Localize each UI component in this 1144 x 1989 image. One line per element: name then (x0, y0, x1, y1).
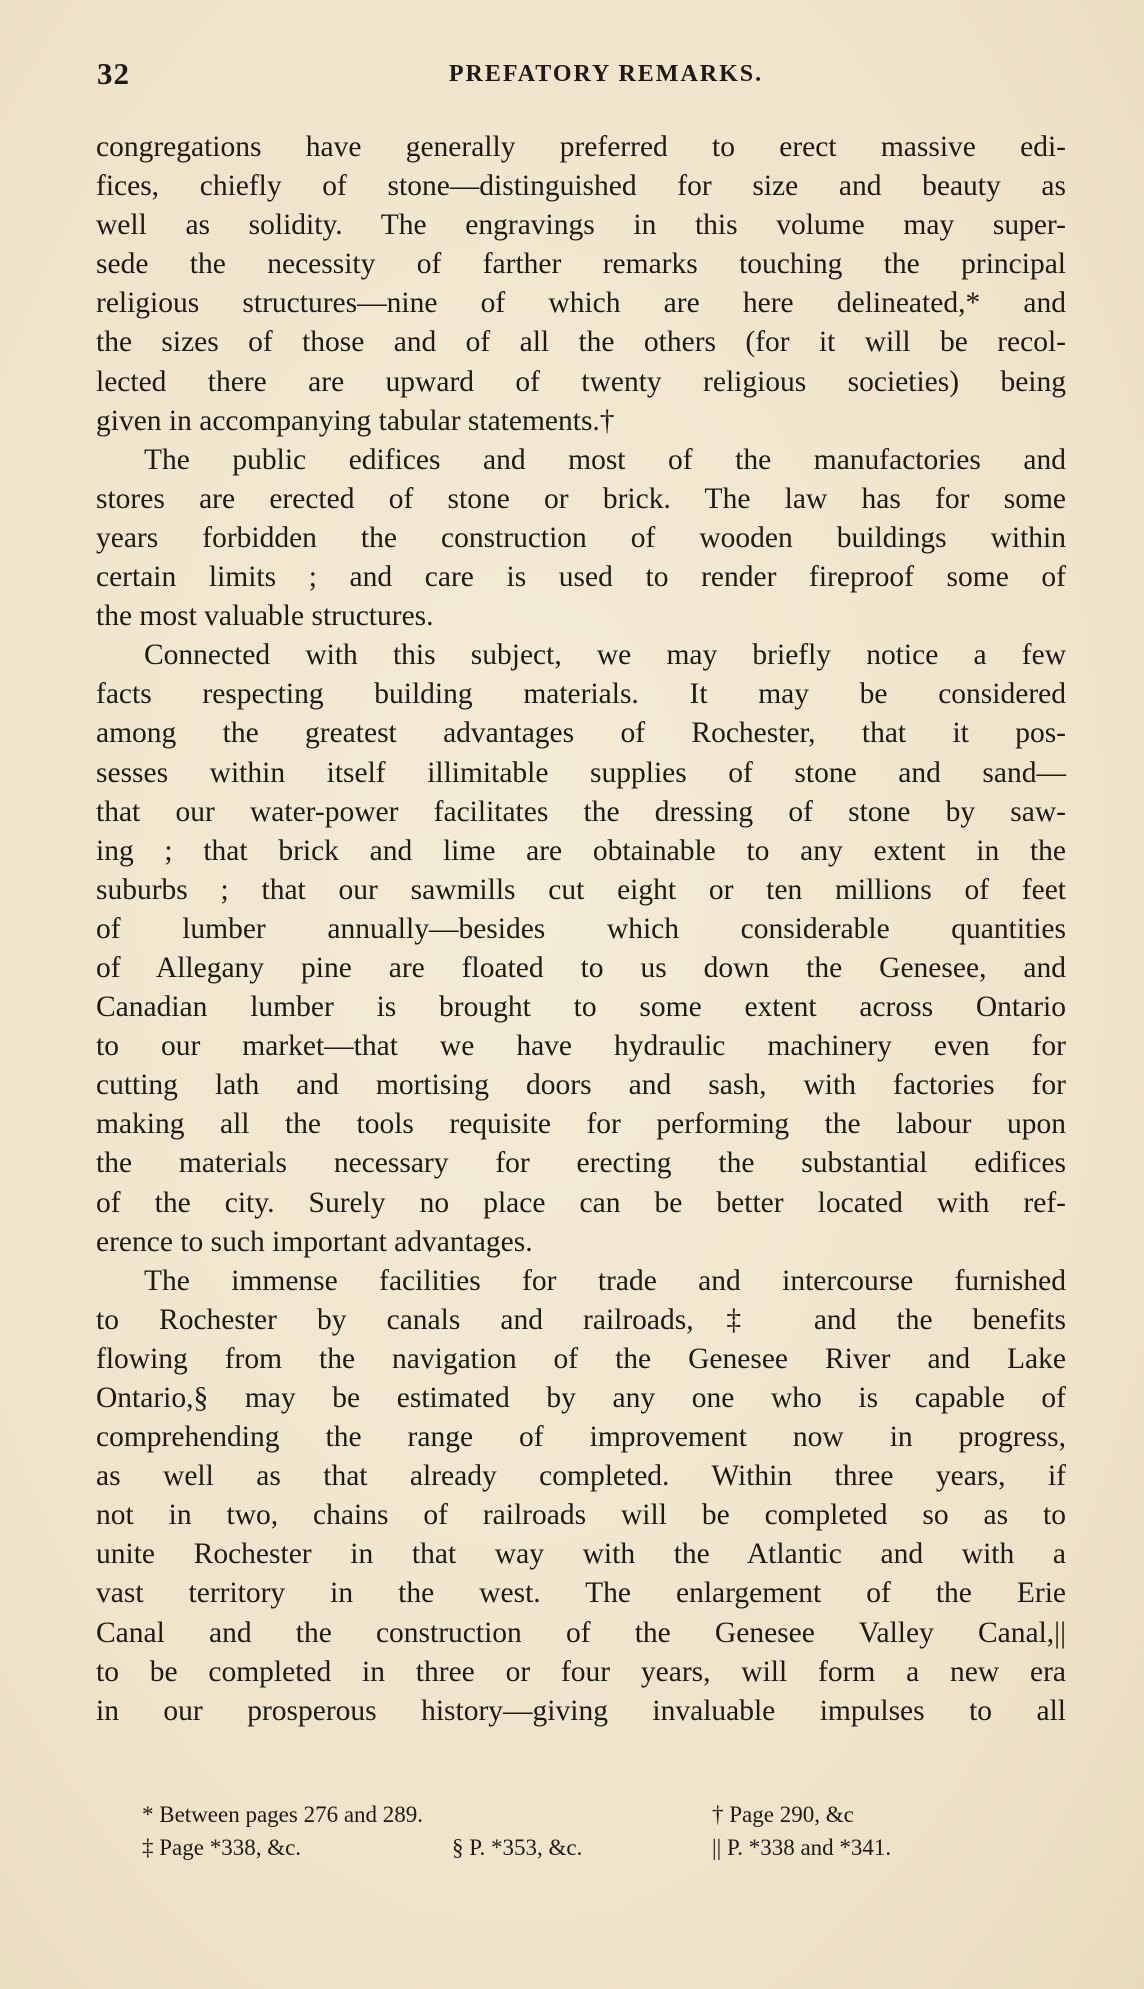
footnote-page-290: † Page 290, &c (712, 1802, 854, 1827)
text-line: Canadian lumber is brought to some extent across Ontario (96, 991, 1066, 1024)
text-line: to our market—that we have hydraulic machinery even for (96, 1030, 1066, 1063)
text-line: to be completed in three or four years, will form a new era (96, 1655, 1066, 1688)
footnote-p-338-341: || P. *338 and *341. (712, 1835, 892, 1860)
text-line: the materials necessary for erecting the substantial edifices (96, 1147, 1066, 1180)
text-line: given in accompanying tabular statements.† (96, 404, 615, 437)
footnote-p-353: § P. *353, &c. (452, 1835, 583, 1860)
body-text (96, 128, 1066, 1731)
text-line: Ontario,§ may be estimated by any one who is capable of (96, 1382, 1066, 1414)
text-line: comprehending the range of improvement now in progress, (96, 1421, 1066, 1454)
text-line: ing ; that brick and lime are obtainable to any extent in the (96, 834, 1066, 867)
text-line: certain limits ; and care is used to render fireproof some of (96, 561, 1066, 594)
text-line: not in two, chains of railroads will be completed so as to (96, 1499, 1066, 1532)
page-number: 32 (97, 56, 130, 91)
footnote-row (142, 1798, 1022, 1831)
text-line: the sizes of those and of all the others (for it will be recol- (96, 326, 1066, 359)
text-line: erence to such important advantages. (96, 1225, 533, 1258)
text-line: to Rochester by canals and railroads,‡ and the benefits (96, 1303, 1066, 1336)
text-line: the most valuable structures. (96, 600, 434, 633)
text-line: years forbidden the construction of wooden buildings within (96, 521, 1066, 554)
text-line: of lumber annually—besides which considerable quantities (96, 912, 1066, 945)
text-line: vast territory in the west. The enlargement of the Erie (96, 1577, 1066, 1610)
text-line: making all the tools requisite for performing the labour upon (96, 1108, 1066, 1141)
text-line: Connected with this subject, we may briefly notice a few (144, 639, 1066, 672)
text-line: unite Rochester in that way with the Atlantic and with a (96, 1538, 1066, 1571)
text-line: suburbs ; that our sawmills cut eight or ten millions of feet (96, 873, 1066, 906)
text-line: facts respecting building materials. It may be considered (96, 678, 1066, 711)
text-line: lected there are upward of twenty religious societies) being (96, 365, 1066, 398)
text-line: of Allegany pine are floated to us down the Genesee, and (96, 951, 1066, 984)
footnote-row (142, 1831, 1022, 1864)
text-line: religious structures—nine of which are here delineated,* and (96, 287, 1066, 320)
text-line: well as solidity. The engravings in this volume may super- (96, 209, 1066, 242)
text-line: congregations have generally preferred to erect massive edi- (96, 131, 1066, 163)
text-line: Canal and the construction of the Genesee Valley Canal,|| (96, 1616, 1066, 1649)
text-line: The immense facilities for trade and intercourse furnished (144, 1264, 1066, 1297)
footnotes (142, 1798, 1022, 1864)
text-line: that our water-power facilitates the dressing of stone by saw- (96, 795, 1066, 828)
text-line: of the city. Surely no place can be better located with ref- (96, 1186, 1066, 1219)
footnote-page-338: ‡ Page *338, &c. (142, 1835, 302, 1860)
text-line: The public edifices and most of the manufactories and (144, 443, 1066, 476)
page-header (97, 56, 1065, 96)
text-line: as well as that already completed. Within three years, if (96, 1460, 1066, 1493)
text-line: cutting lath and mortising doors and sash, with factories for (96, 1069, 1066, 1102)
text-line: among the greatest advantages of Rochester, that it pos- (96, 717, 1066, 750)
running-head: PREFATORY REMARKS. (448, 61, 764, 87)
text-line: sede the necessity of farther remarks touching the principal (96, 248, 1066, 281)
text-line: in our prosperous history—giving invaluable impulses to all (96, 1694, 1066, 1727)
footnote-between-pages: * Between pages 276 and 289. (142, 1802, 424, 1827)
text-line: stores are erected of stone or brick. The law has for some (96, 482, 1066, 515)
text-line: sesses within itself illimitable supplies of stone and sand— (96, 756, 1066, 789)
text-line: flowing from the navigation of the Genesee River and Lake (96, 1342, 1066, 1375)
text-line: fices, chiefly of stone—distinguished for size and beauty as (96, 170, 1066, 203)
